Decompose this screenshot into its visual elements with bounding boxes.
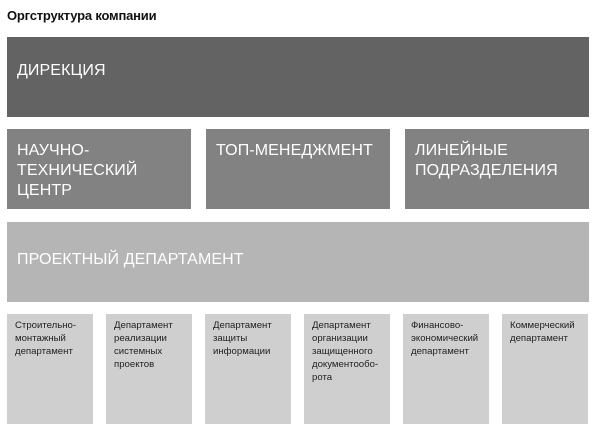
- project-department-box: [7, 222, 589, 302]
- top-management-box: [206, 129, 390, 209]
- research-center-label: НАУЧНО- ТЕХНИЧЕСКИЙ ЦЕНТР: [17, 142, 138, 199]
- direction-label: ДИРЕКЦИЯ: [17, 62, 106, 79]
- department-construction: Строительно- монтажный департамент: [7, 314, 93, 424]
- line-units-box: [405, 129, 589, 209]
- department-commercial: Коммерческий департамент: [502, 314, 588, 424]
- research-center-box: [7, 129, 191, 209]
- project-department-label: ПРОЕКТНЫЙ ДЕПАРТАМЕНТ: [17, 251, 244, 268]
- department-system-projects: Департамент реализации системных проектов: [106, 314, 192, 424]
- department-information-security: Департамент защиты информации: [205, 314, 291, 424]
- page-title: Оргструктура компании: [7, 8, 157, 23]
- department-secure-document-flow: Департамент организации защищенного документообо- рота: [304, 314, 390, 424]
- department-finance-economics: Финансово- экономический департамент: [403, 314, 489, 424]
- direction-box: [7, 37, 589, 117]
- line-units-label: ЛИНЕЙНЫЕ ПОДРАЗДЕЛЕНИЯ: [415, 142, 558, 179]
- top-management-label: ТОП-МЕНЕДЖМЕНТ: [216, 142, 373, 159]
